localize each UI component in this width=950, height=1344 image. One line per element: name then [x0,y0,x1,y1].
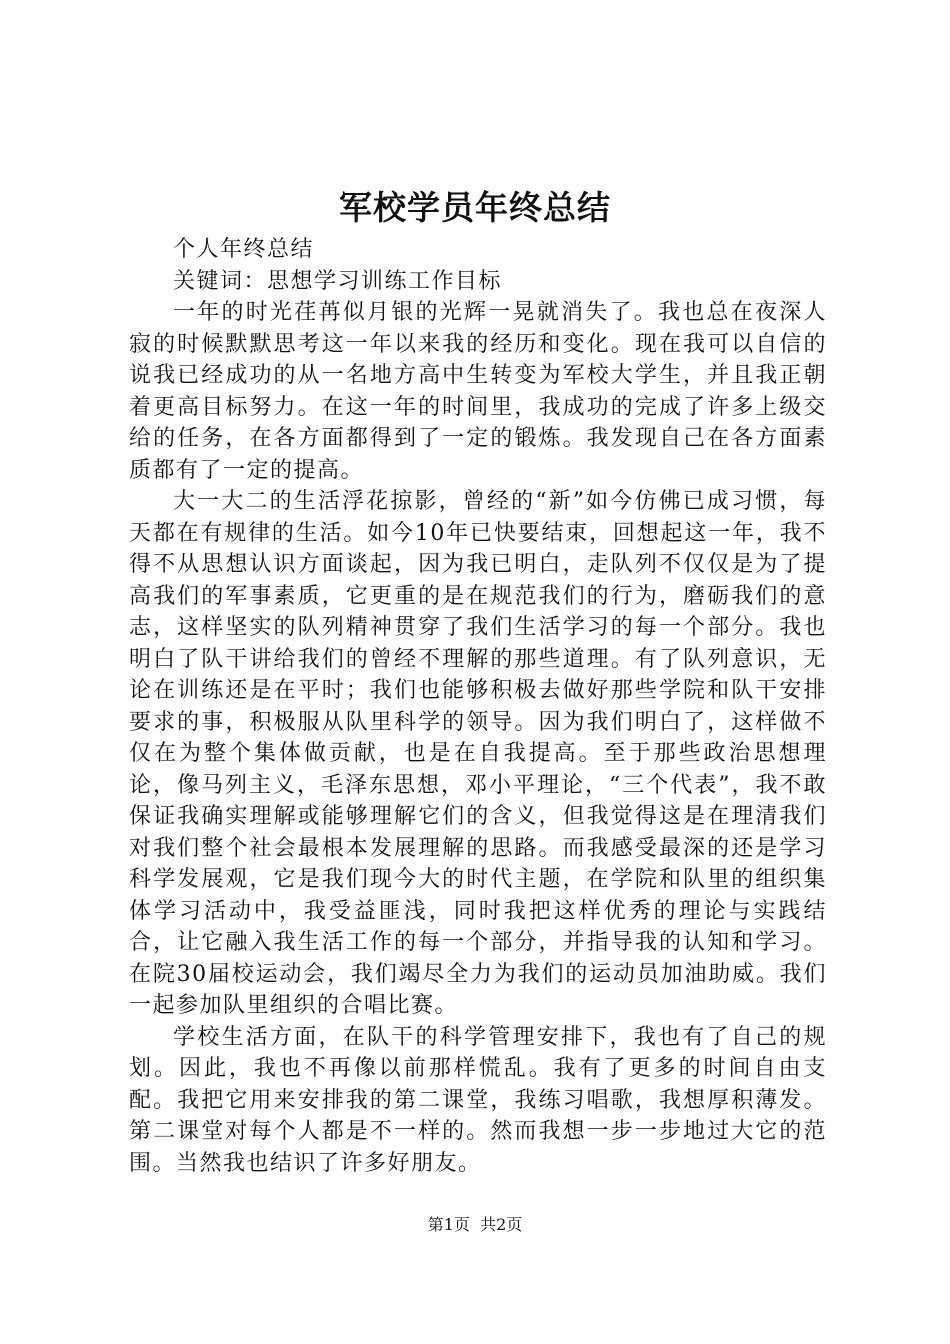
document-title: 军校学员年终总结 [339,188,611,227]
paragraph-1: 一年的时光荏苒似月银的光辉一晃就消失了。我也总在夜深人寂的时候默默思考这一年以来我的经历和变化。现在我可以自信的说我已经成功的从一名地方高中生转变为军校大学生，并且我正朝着更高目标努力。在这一年的时间里，我成功的完成了许多上级交给的任务，在各方面都得到了一定的锻炼。我发现自己在各方面素质都有了一定的提高。 [129,300,827,483]
page-footer [0,1215,950,1235]
document-body [129,234,827,1179]
paragraph-2: 大一大二的生活浮花掠影，曾经的“新”如今仿佛已成习惯，每天都在有规律的生活。如今10年已快要结束，回想起这一年，我不得不从思想认识方面谈起，因为我已明白，走队列不仅仅是为了提高我们的军事素质，它更重的是在规范我们的行为，磨砺我们的意志，这样坚实的队列精神贯穿了我们生活学习的每一个部分。我也明白了队干讲给我们的曾经不理解的那些道理。有了队列意识，无论在训练还是在平时；我们也能够积极去做好那些学院和队干安排要求的事，积极服从队里科学的领导。因为我们明白了，这样做不仅在为整个集体做贡献，也是在自我提高。至于那些政治思想理论，像马列主义，毛泽东思想，邓小平理论，“三个代表”，我不敢保证我确实理解或能够理解它们的含义，但我觉得这是在理清我们对我们整个社会最根本发展理解的思路。而我感受最深的还是学习科学发展观，它是我们现今大的时代主题，在学院和队里的组织集体学习活动中，我受益匪浅，同时我把这样优秀的理论与实践结合，让它融入我生活工作的每一个部分，并指导我的认知和学习。在院30届校运动会，我们竭尽全力为我们的运动员加油助威。我们一起参加队里组织的合唱比赛。 [129,489,827,1018]
paragraph-3: 学校生活方面，在队干的科学管理安排下，我也有了自己的规划。因此，我也不再像以前那样慌乱。我有了更多的时间自由支配。我把它用来安排我的第二课堂，我练习唱歌，我想厚积薄发。第二课堂对每个人都是不一样的。然而我想一步一步地过大它的范围。当然我也结识了许多好朋友。 [129,1024,827,1176]
paragraph-keywords: 关键词：思想学习训练工作目标 [173,268,503,294]
page-number: 第1页 共2页 [427,1215,523,1234]
paragraph-subtitle: 个人年终总结 [173,237,315,262]
